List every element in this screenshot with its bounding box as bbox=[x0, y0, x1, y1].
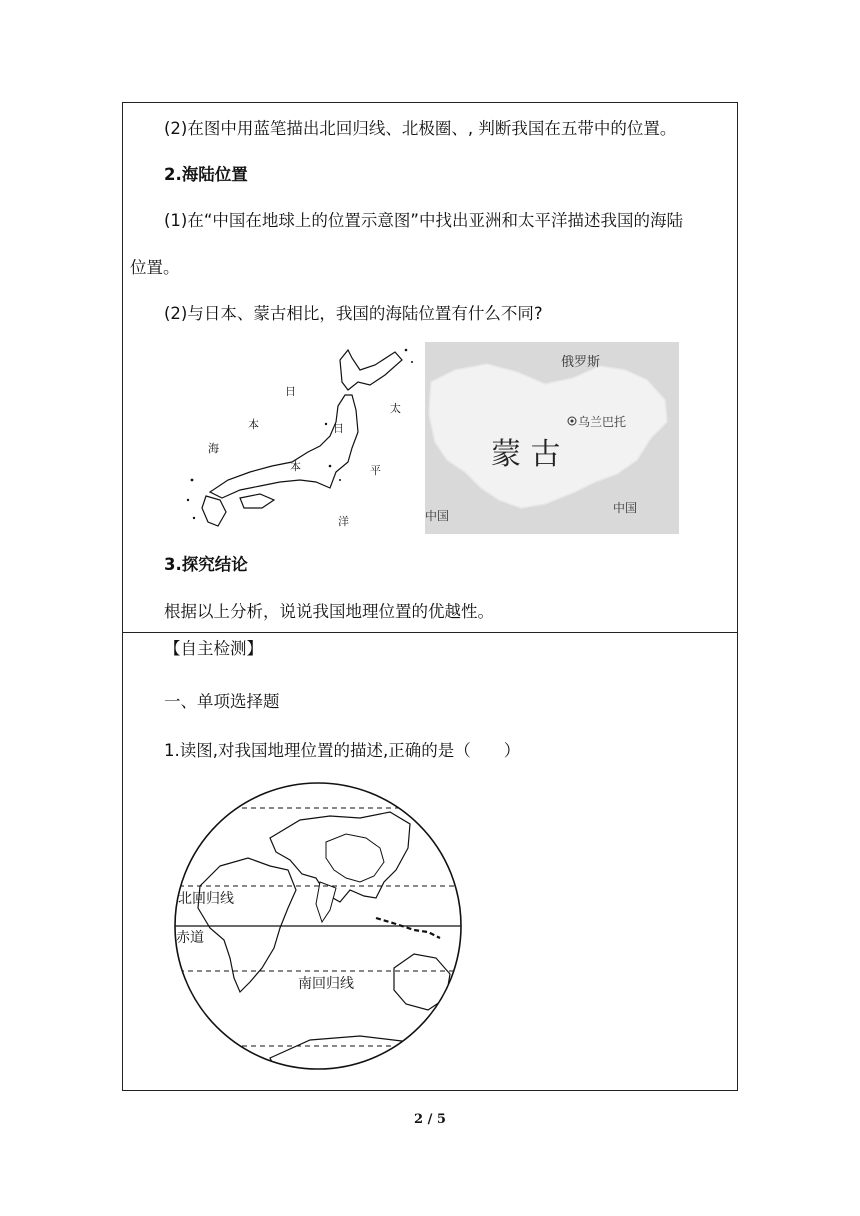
page-number: 2 / 5 bbox=[414, 1112, 446, 1127]
label-yang: 洋 bbox=[338, 515, 349, 528]
label-mongolia: 蒙 古 bbox=[491, 437, 561, 472]
question-2-compare: (2)与日本、蒙古相比，我国的海陆位置有什么不同? bbox=[164, 304, 543, 323]
single-choice-heading: 一、单项选择题 bbox=[164, 692, 280, 711]
australia-shape bbox=[394, 954, 450, 1010]
self-check-heading: 【自主检测】 bbox=[164, 639, 263, 658]
label-china-left: 中国 bbox=[425, 509, 450, 523]
question-1-line-2: 位置。 bbox=[130, 258, 180, 277]
mongolia-map bbox=[425, 342, 679, 534]
question-2-trace-lines: (2)在图中用蓝笔描出北回归线、北极圈、, 判断我国在五带中的位置。 bbox=[164, 119, 677, 138]
label-ben-2: 本 bbox=[290, 460, 301, 473]
heading-conclusion: 3.探究结论 bbox=[164, 555, 248, 574]
label-tai: 太 bbox=[390, 402, 401, 415]
question-1-line-1: (1)在“中国在地球上的位置示意图”中找出亚洲和太平洋描述我国的海陆 bbox=[164, 211, 683, 230]
label-hai: 海 bbox=[208, 442, 219, 455]
label-tropic-of-cancer: 北回归线 bbox=[178, 891, 234, 907]
honshu-shape bbox=[210, 395, 358, 498]
japan-map bbox=[180, 340, 425, 535]
question-1-text: 1.读图,对我国地理位置的描述,正确的是（ ） bbox=[164, 741, 521, 760]
label-ulaanbaatar: 乌兰巴托 bbox=[578, 415, 627, 429]
label-ping: 平 bbox=[370, 464, 381, 477]
africa-shape bbox=[198, 858, 296, 992]
label-ri-1: 日 bbox=[285, 385, 296, 398]
heading-sea-land-position: 2.海陆位置 bbox=[164, 165, 248, 184]
table-divider bbox=[123, 632, 737, 633]
hokkaido-shape bbox=[340, 350, 402, 390]
kyushu-shape bbox=[202, 496, 226, 526]
globe-map bbox=[170, 778, 470, 1078]
india-shape bbox=[316, 882, 336, 922]
shikoku-shape bbox=[240, 494, 274, 508]
label-equator: 赤道 bbox=[176, 930, 204, 946]
conclusion-prompt: 根据以上分析，说说我国地理位置的优越性。 bbox=[164, 602, 494, 621]
antarctica-shape bbox=[270, 1036, 440, 1078]
label-ben-1: 本 bbox=[248, 418, 259, 431]
label-tropic-of-capricorn: 南回归线 bbox=[298, 976, 354, 992]
label-ri-2: 日 bbox=[333, 422, 344, 435]
label-china-right: 中国 bbox=[613, 501, 638, 515]
label-russia: 俄罗斯 bbox=[561, 355, 601, 370]
